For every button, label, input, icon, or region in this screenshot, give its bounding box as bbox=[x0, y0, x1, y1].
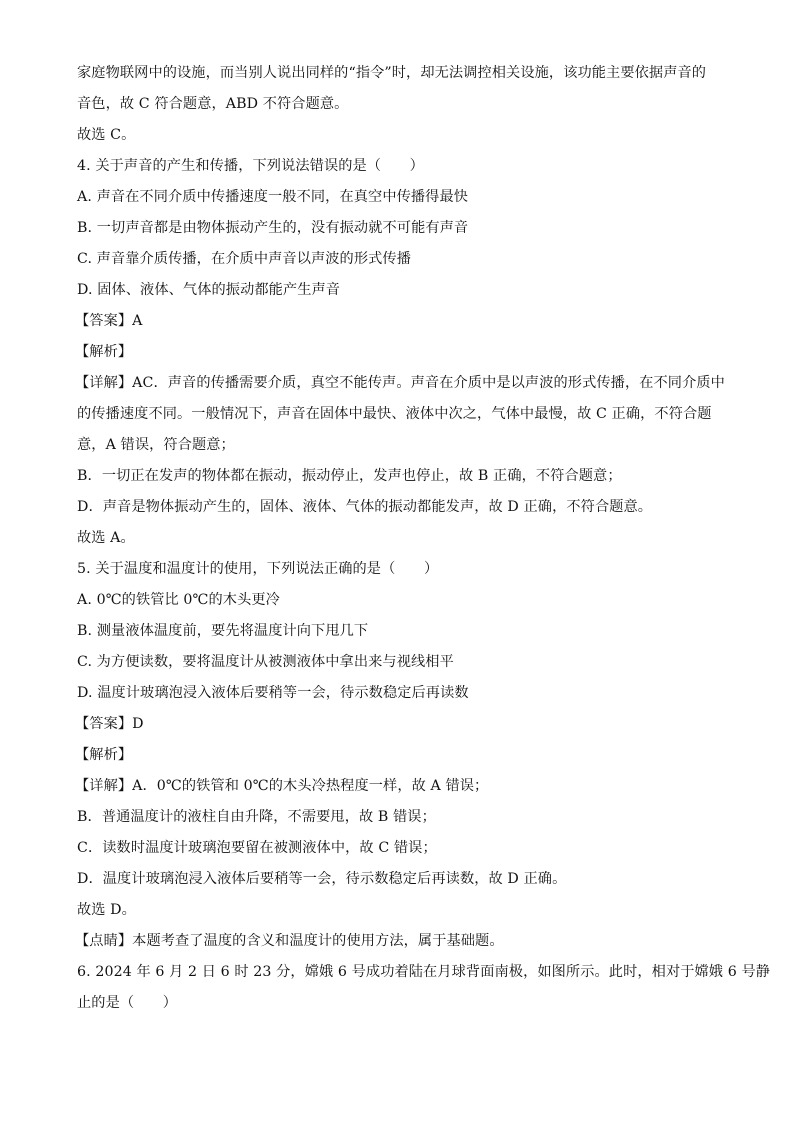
document-page bbox=[75, 58, 771, 1019]
detail-line: 意，A 错误，符合题意； bbox=[77, 437, 235, 453]
detail-line: 【详解】AC．声音的传播需要介质，真空不能传声。声音在介质中是以声波的形式传播，在不同介质中 bbox=[75, 375, 725, 391]
detail-line: C．读数时温度计玻璃泡要留在被测液体中，故 C 错误； bbox=[77, 840, 437, 856]
question-5-stem: 5. 关于温度和温度计的使用，下列说法正确的是（ ） bbox=[77, 561, 439, 577]
question-5-option-a: A. 0℃的铁管比 0℃的木头更冷 bbox=[77, 592, 280, 608]
question-4-option-b: B. 一切声音都是由物体振动产生的，没有振动就不可能有声音 bbox=[77, 220, 469, 236]
paragraph-line: 音色，故 C 符合题意，ABD 不符合题意。 bbox=[77, 96, 349, 112]
question-5-option-c: C. 为方便读数，要将温度计从被测液体中拿出来与视线相平 bbox=[77, 654, 454, 670]
conclusion-line: 故选 C。 bbox=[77, 127, 136, 143]
conclusion-line: 故选 D。 bbox=[77, 902, 136, 918]
answer-tag: 【答案】A bbox=[75, 313, 143, 329]
detail-line: D．温度计玻璃泡浸入液体后要稍等一会，待示数稳定后再读数，故 D 正确。 bbox=[77, 871, 567, 887]
question-5-option-b: B. 测量液体温度前，要先将温度计向下甩几下 bbox=[77, 623, 369, 639]
question-4-option-a: A. 声音在不同介质中传播速度一般不同，在真空中传播得最快 bbox=[77, 189, 469, 205]
detail-line: B．一切正在发声的物体都在振动，振动停止，发声也停止，故 B 正确，不符合题意； bbox=[77, 468, 622, 484]
analysis-tag: 【解析】 bbox=[75, 747, 133, 763]
conclusion-line: 故选 A。 bbox=[77, 530, 135, 546]
question-4-option-c: C. 声音靠介质传播，在介质中声音以声波的形式传播 bbox=[77, 251, 411, 267]
paragraph-line: 家庭物联网中的设施，而当别人说出同样的“指令”时，却无法调控相关设施，该功能主要依据声音的 bbox=[77, 65, 707, 81]
question-6-stem: 止的是（ ） bbox=[77, 995, 178, 1011]
question-4-option-d: D. 固体、液体、气体的振动都能产生声音 bbox=[77, 282, 341, 298]
detail-line: B．普通温度计的液柱自由升降，不需要甩，故 B 错误； bbox=[77, 809, 436, 825]
detail-line: 的传播速度不同。一般情况下，声音在固体中最快、液体中次之，气体中最慢，故 C 正确，不符合题 bbox=[77, 406, 712, 422]
question-6-stem: 6. 2024 年 6 月 2 日 6 时 23 分，嫦娥 6 号成功着陆在月球背面南极，如图所示。此时，相对于嫦娥 6 号静 bbox=[77, 964, 771, 980]
answer-tag: 【答案】D bbox=[75, 716, 144, 732]
comment-line: 【点睛】本题考查了温度的含义和温度计的使用方法，属于基础题。 bbox=[75, 933, 504, 949]
detail-line: D．声音是物体振动产生的，固体、液体、气体的振动都能发声，故 D 正确，不符合题意。 bbox=[77, 499, 653, 515]
detail-line: 【详解】A．0℃的铁管和 0℃的木头冷热程度一样，故 A 错误； bbox=[75, 778, 489, 794]
analysis-tag: 【解析】 bbox=[75, 344, 133, 360]
question-5-option-d: D. 温度计玻璃泡浸入液体后要稍等一会，待示数稳定后再读数 bbox=[77, 685, 469, 701]
question-4-stem: 4. 关于声音的产生和传播，下列说法错误的是（ ） bbox=[77, 158, 424, 174]
